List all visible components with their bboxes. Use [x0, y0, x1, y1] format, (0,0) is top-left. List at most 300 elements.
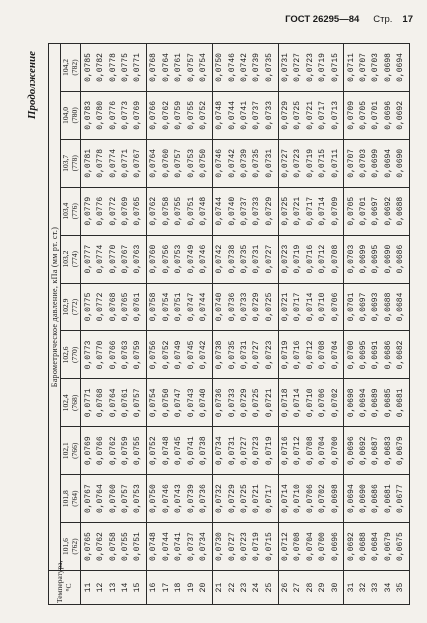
density-value: 0,0714 [293, 388, 303, 418]
value-cell [344, 91, 410, 139]
standard-number: ГОСТ 26295—84 [285, 14, 360, 25]
density-value: 0,0687 [371, 436, 381, 466]
density-value: 0,0703 [359, 148, 369, 178]
density-value: 0,0755 [120, 532, 130, 561]
density-value: 0,0771 [83, 388, 93, 418]
density-value: 0,0688 [359, 532, 369, 561]
density-value: 0,0753 [186, 148, 196, 178]
page-label: Стр. [373, 14, 393, 25]
density-value: 0,0750 [215, 53, 225, 82]
value-cell [278, 187, 344, 235]
temperature-value: 15 [133, 582, 143, 593]
density-value: 0,0734 [199, 532, 209, 561]
density-value: 0,0775 [83, 292, 93, 322]
density-value: 0,0727 [293, 53, 303, 82]
density-value: 0,0773 [83, 340, 93, 370]
density-value: 0,0717 [305, 196, 315, 226]
column-pressure-kpa: 103,2 [61, 250, 71, 268]
density-value: 0,0691 [371, 340, 381, 370]
value-cell [344, 379, 410, 427]
density-value: 0,0763 [133, 244, 143, 274]
density-value: 0,0757 [186, 53, 196, 82]
density-value: 0,0762 [149, 196, 159, 226]
value-cell [344, 475, 410, 523]
density-value: 0,0694 [396, 53, 406, 82]
density-value: 0,0769 [120, 196, 130, 226]
density-value: 0,0769 [83, 436, 93, 466]
column-pressure-mm: (778) [69, 155, 79, 172]
temperature-cell [278, 571, 344, 605]
density-value: 0,0706 [305, 484, 315, 514]
density-value: 0,0762 [108, 436, 118, 466]
density-value: 0,0714 [305, 292, 315, 322]
temperature-value: 25 [264, 582, 274, 593]
value-cell [147, 475, 213, 523]
density-value: 0,0759 [133, 340, 143, 370]
temperature-value: 32 [359, 582, 369, 593]
column-pressure-kpa: 103,7 [61, 154, 71, 172]
density-value: 0,0699 [359, 244, 369, 274]
density-value: 0,0717 [318, 100, 328, 130]
value-cell [147, 187, 213, 235]
density-value: 0,0765 [83, 532, 93, 561]
temperature-value: 23 [239, 582, 249, 593]
value-cell [278, 91, 344, 139]
column-pressure-mm: (768) [69, 394, 79, 411]
density-value: 0,0750 [161, 388, 171, 418]
temperature-value: 12 [96, 582, 106, 593]
density-value: 0,0717 [293, 292, 303, 322]
density-value: 0,0759 [120, 436, 130, 466]
density-value: 0,0677 [396, 484, 406, 514]
column-pressure-mm: (766) [69, 442, 79, 459]
page-header [285, 14, 413, 25]
density-value: 0,0770 [108, 244, 118, 274]
density-value: 0,0719 [318, 53, 328, 82]
value-cell [81, 475, 147, 523]
density-value: 0,0768 [149, 53, 159, 82]
temperature-value: 21 [215, 582, 225, 593]
density-value: 0,0749 [174, 340, 184, 370]
density-value: 0,0742 [199, 340, 209, 370]
density-value: 0,0732 [215, 484, 225, 514]
column-pressure-kpa: 101,8 [61, 490, 71, 508]
value-cell [278, 139, 344, 187]
value-cell [278, 283, 344, 331]
density-value: 0,0682 [396, 340, 406, 370]
column-pressure-mm: (774) [69, 250, 79, 268]
density-value: 0,0719 [305, 148, 315, 178]
density-value: 0,0739 [252, 53, 262, 82]
temperature-value: 24 [252, 582, 262, 593]
density-value: 0,0700 [330, 436, 340, 466]
density-value: 0,0746 [161, 484, 171, 514]
density-value: 0,0723 [264, 340, 274, 370]
density-value: 0,0721 [264, 388, 274, 418]
density-value: 0,0748 [215, 100, 225, 130]
density-value: 0,0711 [346, 53, 356, 82]
density-value: 0,0782 [96, 53, 106, 82]
value-cell [147, 331, 213, 379]
column-pressure-kpa: 102,4 [61, 394, 71, 412]
density-value: 0,0723 [252, 436, 262, 466]
density-value: 0,0739 [239, 148, 249, 178]
value-cell [344, 331, 410, 379]
density-value: 0,0742 [227, 148, 237, 178]
density-value: 0,0741 [186, 436, 196, 466]
density-value: 0,0721 [280, 292, 290, 322]
density-value: 0,0772 [96, 292, 106, 322]
density-value: 0,0702 [330, 388, 340, 418]
temperature-value: 20 [199, 582, 209, 593]
density-value: 0,0744 [215, 196, 225, 226]
density-value: 0,0761 [174, 53, 184, 82]
density-value: 0,0766 [149, 100, 159, 130]
density-value: 0,0752 [149, 436, 159, 466]
density-value: 0,0735 [264, 53, 274, 82]
density-value: 0,0764 [149, 148, 159, 178]
density-value: 0,0727 [239, 436, 249, 466]
pressure-header: Барометрическое давление, кПа (мм рт. ст.) [49, 44, 61, 571]
column-pressure-mm: (762) [69, 538, 79, 555]
density-value: 0,0721 [252, 484, 262, 514]
density-value: 0,0707 [359, 53, 369, 82]
density-value: 0,0714 [318, 196, 328, 226]
value-cell [212, 235, 278, 283]
density-value: 0,0701 [359, 196, 369, 226]
page-number: 17 [402, 14, 413, 25]
density-value: 0,0704 [305, 532, 315, 561]
temperature-value: 33 [371, 582, 381, 593]
density-value: 0,0738 [215, 340, 225, 370]
density-value: 0,0738 [199, 436, 209, 466]
density-value: 0,0757 [120, 484, 130, 514]
density-value: 0,0733 [264, 100, 274, 130]
density-value: 0,0768 [96, 388, 106, 418]
density-value: 0,0762 [161, 100, 171, 130]
density-value: 0,0727 [264, 244, 274, 274]
density-value: 0,0698 [346, 388, 356, 418]
density-value: 0,0701 [371, 100, 381, 130]
density-value: 0,0754 [199, 53, 209, 82]
value-cell [147, 44, 213, 92]
density-value: 0,0776 [96, 196, 106, 226]
density-value: 0,0731 [280, 53, 290, 82]
density-value: 0,0738 [227, 244, 237, 274]
density-value: 0,0730 [215, 532, 225, 561]
value-cell [278, 331, 344, 379]
table-row [344, 44, 410, 605]
temperature-value: 13 [108, 582, 118, 593]
density-value: 0,0684 [396, 292, 406, 322]
density-value: 0,0703 [371, 53, 381, 82]
density-value: 0,0714 [280, 484, 290, 514]
temperature-value: 35 [396, 582, 406, 593]
density-value: 0,0721 [305, 100, 315, 130]
density-value: 0,0702 [318, 484, 328, 514]
density-value: 0,0743 [174, 484, 184, 514]
density-value: 0,0755 [133, 436, 143, 466]
density-value: 0,0758 [108, 532, 118, 561]
density-value: 0,0754 [149, 388, 159, 418]
column-pressure-mm: (780) [69, 107, 79, 124]
density-value: 0,0764 [108, 388, 118, 418]
density-value: 0,0736 [199, 484, 209, 514]
density-value: 0,0756 [149, 340, 159, 370]
temperature-value: 11 [83, 582, 93, 593]
temperature-value: 16 [149, 582, 159, 593]
density-value: 0,0731 [264, 148, 274, 178]
density-value: 0,0770 [96, 340, 106, 370]
density-value: 0,0758 [149, 292, 159, 322]
density-value: 0,0712 [305, 340, 315, 370]
table-header-row-columns [61, 44, 81, 605]
density-value: 0,0695 [371, 244, 381, 274]
value-cell [81, 331, 147, 379]
density-value: 0,0723 [305, 53, 315, 82]
column-pressure-kpa: 101,6 [61, 538, 71, 555]
value-cell [344, 235, 410, 283]
density-value: 0,0725 [239, 484, 249, 514]
density-value: 0,0725 [264, 292, 274, 322]
density-value: 0,0753 [133, 484, 143, 514]
density-value: 0,0765 [133, 196, 143, 226]
density-value: 0,0744 [227, 100, 237, 130]
density-value: 0,0768 [108, 292, 118, 322]
value-cell [81, 235, 147, 283]
density-value: 0,0696 [330, 532, 340, 561]
density-value: 0,0733 [252, 196, 262, 226]
table-row [147, 44, 213, 605]
density-value: 0,0735 [227, 340, 237, 370]
density-value: 0,0693 [371, 292, 381, 322]
density-value: 0,0696 [383, 100, 393, 130]
density-value: 0,0675 [396, 532, 406, 561]
temperature-value: 34 [383, 582, 393, 593]
density-value: 0,0764 [161, 53, 171, 82]
density-value: 0,0761 [120, 388, 130, 418]
column-pressure-kpa: 102,1 [61, 442, 71, 460]
temperature-value: 22 [227, 582, 237, 593]
density-value: 0,0684 [371, 532, 381, 561]
density-value: 0,0681 [396, 388, 406, 418]
density-value: 0,0757 [133, 388, 143, 418]
value-cell [212, 44, 278, 92]
density-value: 0,0737 [239, 196, 249, 226]
density-value: 0,0741 [174, 532, 184, 561]
density-value: 0,0755 [186, 100, 196, 130]
density-value: 0,0740 [227, 196, 237, 226]
density-value: 0,0716 [293, 340, 303, 370]
density-value: 0,0746 [215, 148, 225, 178]
density-value: 0,0725 [293, 100, 303, 130]
density-value: 0,0742 [239, 53, 249, 82]
density-value: 0,0741 [239, 100, 249, 130]
value-cell [344, 283, 410, 331]
density-value: 0,0762 [96, 532, 106, 561]
column-pressure-kpa: 104,0 [61, 106, 71, 124]
density-value: 0,0690 [396, 148, 406, 178]
density-value: 0,0736 [227, 292, 237, 322]
density-value: 0,0686 [396, 244, 406, 274]
density-value: 0,0705 [359, 100, 369, 130]
table-row [81, 44, 147, 605]
density-value: 0,0758 [161, 196, 171, 226]
value-cell [344, 187, 410, 235]
density-value: 0,0742 [215, 244, 225, 274]
temperature-cell [81, 571, 147, 605]
density-value: 0,0766 [108, 340, 118, 370]
density-value: 0,0750 [149, 484, 159, 514]
density-value: 0,0778 [108, 53, 118, 82]
temperature-value: 14 [120, 582, 130, 593]
value-cell [81, 44, 147, 92]
column-header [61, 427, 81, 475]
density-value: 0,0715 [318, 148, 328, 178]
density-value: 0,0698 [330, 484, 340, 514]
density-value: 0,0692 [359, 436, 369, 466]
value-cell [212, 523, 278, 571]
density-value: 0,0774 [108, 148, 118, 178]
density-value: 0,0704 [330, 340, 340, 370]
density-value: 0,0765 [120, 292, 130, 322]
density-value: 0,0754 [161, 292, 171, 322]
column-header [61, 139, 81, 187]
density-value: 0,0710 [305, 388, 315, 418]
density-value: 0,0713 [330, 100, 340, 130]
value-cell [212, 139, 278, 187]
density-value: 0,0708 [330, 244, 340, 274]
value-cell [147, 235, 213, 283]
density-value: 0,0699 [371, 148, 381, 178]
density-value: 0,0733 [239, 292, 249, 322]
density-value: 0,0740 [199, 388, 209, 418]
rotated-table-area [24, 43, 416, 605]
column-header [61, 379, 81, 427]
density-value: 0,0737 [252, 100, 262, 130]
temperature-cell [212, 571, 278, 605]
value-cell [212, 331, 278, 379]
value-cell [147, 427, 213, 475]
value-cell [81, 523, 147, 571]
value-cell [344, 139, 410, 187]
density-value: 0,0706 [318, 388, 328, 418]
density-value: 0,0712 [280, 532, 290, 561]
density-value: 0,0735 [252, 148, 262, 178]
density-value: 0,0761 [133, 292, 143, 322]
temperature-value: 30 [330, 582, 340, 593]
temperature-value: 31 [346, 582, 356, 593]
value-cell [212, 475, 278, 523]
density-value: 0,0686 [371, 484, 381, 514]
temperature-value: 18 [174, 582, 184, 593]
density-value: 0,0774 [96, 244, 106, 274]
density-value: 0,0725 [280, 196, 290, 226]
density-value: 0,0766 [96, 436, 106, 466]
density-value: 0,0771 [120, 148, 130, 178]
density-value: 0,0697 [371, 196, 381, 226]
density-value: 0,0723 [239, 532, 249, 561]
density-value: 0,0712 [293, 436, 303, 466]
density-value: 0,0760 [108, 484, 118, 514]
density-value: 0,0679 [396, 436, 406, 466]
temperature-value: 19 [186, 582, 196, 593]
value-cell [81, 427, 147, 475]
value-cell [81, 91, 147, 139]
density-value: 0,0718 [280, 388, 290, 418]
value-cell [278, 379, 344, 427]
value-cell [147, 91, 213, 139]
value-cell [212, 379, 278, 427]
value-cell [278, 44, 344, 92]
density-value: 0,0719 [252, 532, 262, 561]
density-value: 0,0723 [280, 244, 290, 274]
density-table [48, 43, 410, 605]
density-value: 0,0727 [227, 532, 237, 561]
density-value: 0,0716 [280, 436, 290, 466]
density-value: 0,0760 [161, 148, 171, 178]
density-value: 0,0723 [293, 148, 303, 178]
density-value: 0,0710 [293, 484, 303, 514]
density-value: 0,0694 [383, 148, 393, 178]
value-cell [278, 523, 344, 571]
value-cell [147, 379, 213, 427]
density-value: 0,0731 [227, 436, 237, 466]
table-row [212, 44, 278, 605]
column-header [61, 235, 81, 283]
density-value: 0,0715 [330, 53, 340, 82]
density-value: 0,0689 [371, 388, 381, 418]
density-value: 0,0769 [133, 100, 143, 130]
value-cell [344, 427, 410, 475]
density-value: 0,0692 [346, 532, 356, 561]
density-value: 0,0785 [83, 53, 93, 82]
density-value: 0,0700 [346, 340, 356, 370]
table-header-row-top [49, 44, 61, 605]
density-value: 0,0685 [383, 388, 393, 418]
density-value: 0,0708 [318, 340, 328, 370]
density-value: 0,0729 [264, 196, 274, 226]
value-cell [212, 283, 278, 331]
column-pressure-mm: (772) [69, 298, 79, 316]
value-cell [212, 187, 278, 235]
temperature-value: 17 [161, 582, 171, 593]
density-value: 0,0727 [252, 340, 262, 370]
density-value: 0,0696 [346, 436, 356, 466]
density-value: 0,0710 [318, 292, 328, 322]
column-header [61, 475, 81, 523]
value-cell [81, 187, 147, 235]
density-value: 0,0751 [174, 292, 184, 322]
density-value: 0,0717 [264, 484, 274, 514]
density-value: 0,0688 [383, 292, 393, 322]
density-value: 0,0747 [186, 292, 196, 322]
value-cell [344, 44, 410, 92]
density-value: 0,0729 [252, 292, 262, 322]
density-value: 0,0748 [149, 532, 159, 561]
value-cell [147, 139, 213, 187]
value-cell [81, 283, 147, 331]
density-value: 0,0692 [396, 100, 406, 130]
density-value: 0,0733 [227, 388, 237, 418]
density-value: 0,0747 [174, 388, 184, 418]
density-value: 0,0772 [108, 196, 118, 226]
density-value: 0,0716 [305, 244, 315, 274]
density-value: 0,0727 [280, 148, 290, 178]
density-value: 0,0753 [174, 244, 184, 274]
density-value: 0,0737 [186, 532, 196, 561]
temperature-value: 26 [280, 582, 290, 593]
